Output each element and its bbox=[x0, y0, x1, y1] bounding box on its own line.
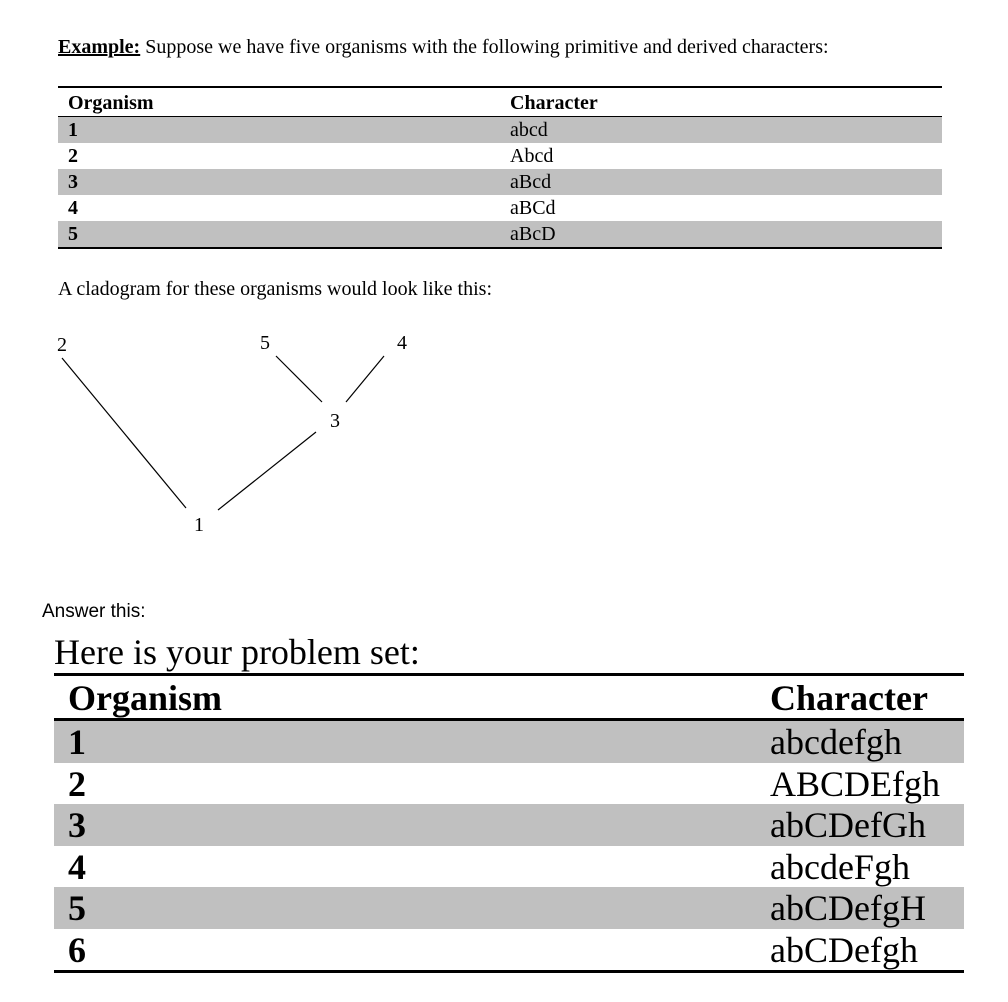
node-label-4: 4 bbox=[397, 332, 407, 354]
node-label-2: 2 bbox=[57, 334, 67, 356]
table-row bbox=[54, 929, 964, 971]
organism-cell: 2 bbox=[68, 145, 78, 167]
organism-cell: 4 bbox=[68, 846, 86, 887]
character-cell: abCDefGh bbox=[770, 805, 926, 845]
table-row bbox=[58, 169, 942, 195]
character-cell: aBCd bbox=[510, 197, 556, 219]
character-cell: abcdefgh bbox=[770, 722, 902, 762]
cladogram bbox=[0, 320, 460, 540]
table-row bbox=[58, 117, 942, 143]
table-row bbox=[54, 887, 964, 929]
cladogram-caption: A cladogram for these organisms would look like this: bbox=[58, 278, 493, 300]
character-cell: aBcD bbox=[510, 223, 556, 245]
table-row bbox=[58, 195, 942, 221]
cladogram-branch bbox=[276, 356, 322, 402]
problem-heading: Here is your problem set: bbox=[54, 632, 420, 672]
character-cell: abCDefgH bbox=[770, 888, 926, 928]
organism-cell: 5 bbox=[68, 223, 78, 245]
header-character: Character bbox=[510, 92, 598, 114]
example-table bbox=[58, 86, 942, 249]
character-cell: ABCDEfgh bbox=[770, 763, 940, 804]
character-cell: Abcd bbox=[510, 145, 554, 167]
table-row bbox=[54, 763, 964, 805]
problem-table bbox=[54, 673, 964, 973]
organism-cell: 4 bbox=[68, 197, 78, 219]
organism-cell: 2 bbox=[68, 763, 86, 804]
example-table-header bbox=[58, 88, 942, 117]
header-organism: Organism bbox=[68, 92, 154, 114]
organism-cell: 6 bbox=[68, 929, 86, 970]
example-lead: Example: bbox=[58, 36, 141, 58]
character-cell: aBcd bbox=[510, 171, 552, 193]
answer-label: Answer this: bbox=[42, 601, 146, 622]
character-cell: abcdeFgh bbox=[770, 846, 910, 887]
character-cell: abCDefgh bbox=[770, 929, 918, 970]
table-row bbox=[54, 804, 964, 846]
node-label-1: 1 bbox=[194, 514, 204, 536]
organism-cell: 3 bbox=[68, 171, 78, 193]
table-row bbox=[54, 846, 964, 888]
table-row bbox=[54, 721, 964, 763]
cladogram-branch bbox=[62, 358, 186, 508]
organism-cell: 5 bbox=[68, 888, 86, 928]
example-text: Suppose we have five organisms with the following primitive and derived characters: bbox=[145, 36, 829, 58]
table-row bbox=[58, 143, 942, 169]
header-organism: Organism bbox=[68, 678, 223, 718]
cladogram-branch bbox=[218, 432, 316, 510]
node-label-3: 3 bbox=[330, 410, 340, 432]
example-intro bbox=[58, 36, 829, 59]
node-label-5: 5 bbox=[260, 332, 270, 354]
organism-cell: 1 bbox=[68, 722, 86, 762]
character-cell: abcd bbox=[510, 119, 548, 141]
header-character: Character bbox=[770, 678, 928, 718]
problem-table-header bbox=[54, 676, 964, 721]
organism-cell: 1 bbox=[68, 119, 78, 141]
table-row bbox=[58, 221, 942, 247]
cladogram-branch bbox=[346, 356, 384, 402]
organism-cell: 3 bbox=[68, 805, 86, 845]
